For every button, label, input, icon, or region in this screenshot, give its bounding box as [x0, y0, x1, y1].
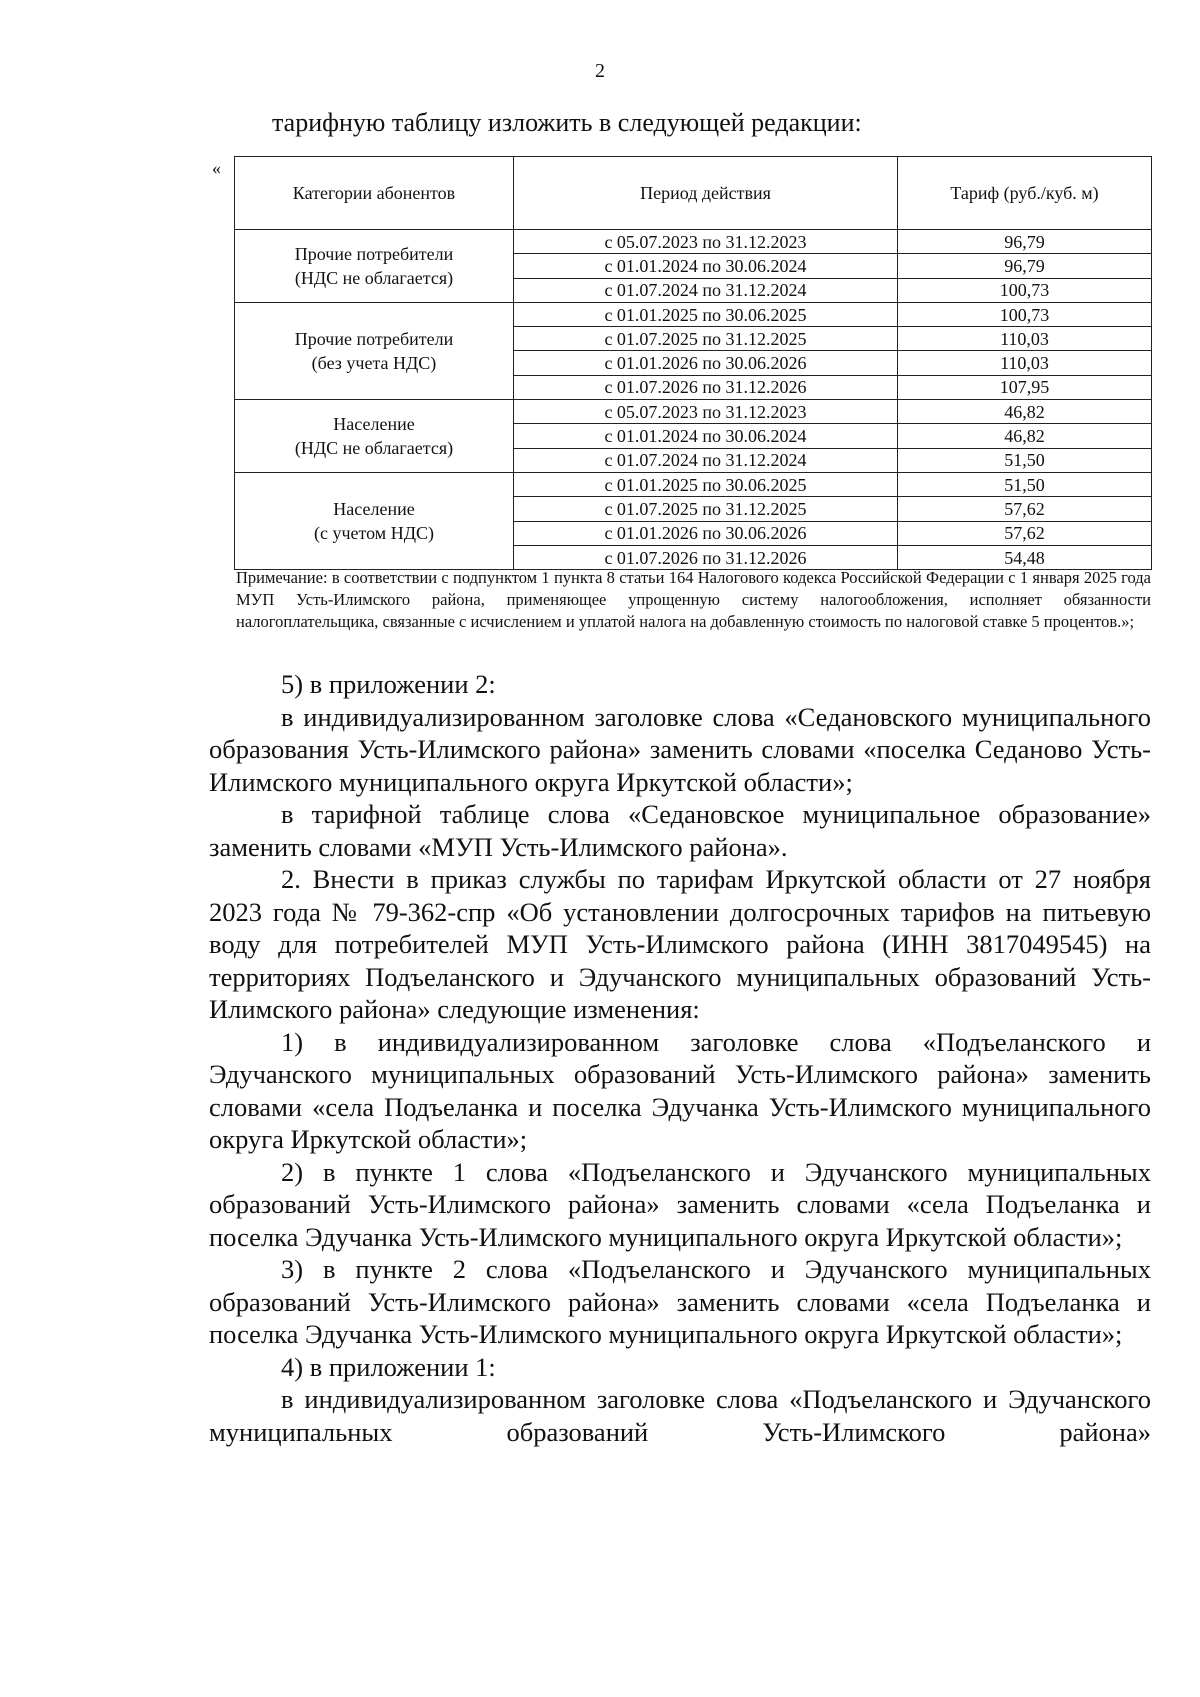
category-cell — [235, 230, 514, 303]
header-period: Период действия — [514, 157, 898, 230]
page-number: 2 — [595, 60, 605, 82]
tariff-cell: 100,73 — [898, 302, 1152, 326]
category-line-1: Население — [333, 414, 415, 435]
header-tariff: Тариф (руб./куб. м) — [898, 157, 1152, 230]
tariff-cell: 46,82 — [898, 424, 1152, 448]
table-note: Примечание: в соответствии с подпунктом 1 пункта 8 статьи 164 Налогового кодекса Российской Федерации с 1 января 2025 года МУП Усть-Илимского района, применяющее упрощенную систему налогообложения, исполняет обязанности налогоплательщика, связанные с исчислением и уплатой налога на добавленную стоимость по налоговой ставке 5 процентов.»; — [236, 568, 1151, 631]
tariff-table-body — [235, 230, 1152, 570]
table-row — [235, 230, 1152, 254]
period-cell: с 05.07.2023 по 31.12.2023 — [514, 230, 898, 254]
tariff-table — [234, 156, 1152, 570]
period-cell: с 01.01.2025 по 30.06.2025 — [514, 302, 898, 326]
tariff-cell: 96,79 — [898, 230, 1152, 254]
period-cell: с 01.01.2024 по 30.06.2024 — [514, 424, 898, 448]
paragraph-section-2: 2. Внести в приказ службы по тарифам Иркутской области от 27 ноября 2023 года № 79-362-спр «Об установлении долгосрочных тарифов на питьевую воду для потребителей МУП Усть-Илимского района (ИНН 3817049545) на территориях Подъеланского и Эдучанского муниципальных образований Усть-Илимского района» следующие изменения: — [209, 864, 1151, 1024]
period-cell: с 01.07.2024 по 31.12.2024 — [514, 448, 898, 472]
period-cell: с 01.01.2026 по 30.06.2026 — [514, 521, 898, 545]
period-cell: с 01.07.2026 по 31.12.2026 — [514, 375, 898, 399]
category-line-2: (НДС не облагается) — [294, 438, 454, 459]
tariff-cell: 57,62 — [898, 497, 1152, 521]
tariff-cell: 110,03 — [898, 351, 1152, 375]
category-cell — [235, 400, 514, 473]
period-cell: с 01.07.2026 по 31.12.2026 — [514, 545, 898, 569]
paragraph-sub-4: 4) в приложении 1: — [281, 1351, 496, 1382]
period-cell: с 01.01.2024 по 30.06.2024 — [514, 254, 898, 278]
paragraph-table-replace: в тарифной таблице слова «Седановское муниципальное образование» заменить словами «МУП Усть-Илимского района». — [209, 799, 1151, 862]
paragraph-item-5: 5) в приложении 2: — [281, 669, 496, 699]
category-line-2: (НДС не облагается) — [294, 267, 454, 288]
paragraph-header-replace: в индивидуализированном заголовке слова «Седановского муниципального образования Усть-Илимского района» заменить словами «поселка Седаново Усть-Илимского муниципального округа Иркутской области»; — [209, 701, 1151, 797]
tariff-cell: 54,48 — [898, 545, 1152, 569]
category-line-1: Население — [333, 499, 415, 520]
category-line-1: Прочие потребители — [294, 243, 454, 264]
period-cell: с 01.01.2026 по 30.06.2026 — [514, 351, 898, 375]
header-category: Категории абонентов — [235, 157, 514, 230]
table-header-row — [235, 157, 1152, 230]
period-cell: с 01.07.2025 по 31.12.2025 — [514, 497, 898, 521]
intro-text: тарифную таблицу изложить в следующей редакции: — [272, 108, 862, 137]
table-row — [235, 400, 1152, 424]
paragraph-sub-1: 1) в индивидуализированном заголовке слова «Подъеланского и Эдучанского муниципальных образований Усть-Илимского района» заменить словами «села Подъеланка и поселка Эдучанка Усть-Илимского муниципального округа Иркутской области»; — [209, 1026, 1151, 1154]
tariff-cell: 100,73 — [898, 278, 1152, 302]
period-cell: с 05.07.2023 по 31.12.2023 — [514, 400, 898, 424]
tariff-cell: 57,62 — [898, 521, 1152, 545]
category-line-2: (без учета НДС) — [311, 352, 437, 373]
period-cell: с 01.07.2025 по 31.12.2025 — [514, 327, 898, 351]
category-line-1: Прочие потребители — [294, 328, 454, 349]
category-cell — [235, 472, 514, 569]
tariff-cell: 110,03 — [898, 327, 1152, 351]
document-body — [209, 668, 1151, 1448]
category-cell — [235, 302, 514, 399]
tariff-cell: 46,82 — [898, 400, 1152, 424]
paragraph-appendix-1-header: в индивидуализированном заголовке слова «Подъеланского и Эдучанского муниципальных образований Усть-Илимского района» — [209, 1384, 1151, 1447]
paragraph-sub-2: 2) в пункте 1 слова «Подъеланского и Эдучанского муниципальных образований Усть-Илимского района» заменить словами «села Подъеланка и поселка Эдучанка Усть-Илимского муниципального округа Иркутской области»; — [209, 1156, 1151, 1252]
opening-quote: « — [212, 158, 221, 178]
table-row — [235, 302, 1152, 326]
tariff-cell: 96,79 — [898, 254, 1152, 278]
paragraph-sub-3: 3) в пункте 2 слова «Подъеланского и Эдучанского муниципальных образований Усть-Илимского района» заменить словами «села Подъеланка и поселка Эдучанка Усть-Илимского муниципального округа Иркутской области»; — [209, 1254, 1151, 1349]
tariff-cell: 51,50 — [898, 472, 1152, 496]
table-row — [235, 472, 1152, 496]
tariff-cell: 107,95 — [898, 375, 1152, 399]
category-line-2: (с учетом НДС) — [314, 523, 434, 544]
tariff-cell: 51,50 — [898, 448, 1152, 472]
period-cell: с 01.01.2025 по 30.06.2025 — [514, 472, 898, 496]
period-cell: с 01.07.2024 по 31.12.2024 — [514, 278, 898, 302]
